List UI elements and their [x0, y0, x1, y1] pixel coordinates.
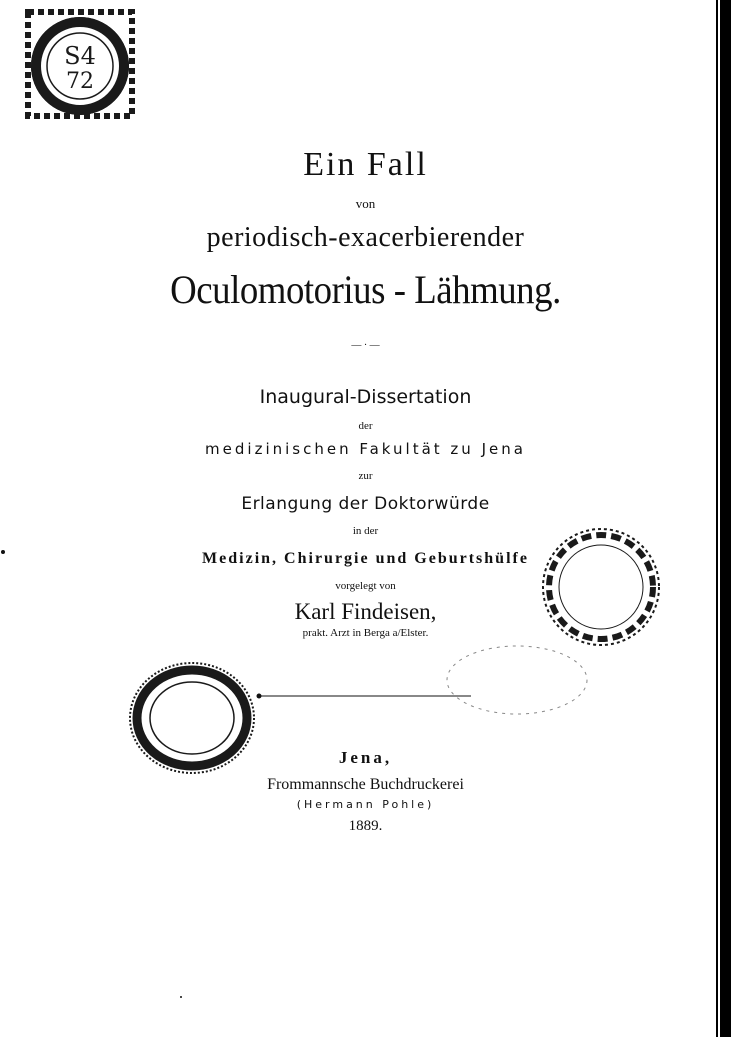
author-detail: prakt. Arzt in Berga a/Elster.	[302, 627, 429, 639]
stamp-number-top: S4	[64, 42, 96, 70]
imprint-printer: Frommannsche Buchdruckerei	[267, 776, 464, 793]
scan-speck-bottom	[180, 996, 182, 998]
imprint-year: 1889.	[348, 818, 383, 834]
faculty-line: medizinischen Fakultät zu Jena	[205, 440, 526, 458]
fields-line: Medizin, Chirurgie und Geburtshülfe	[202, 550, 529, 567]
imprint-place: Jena,	[338, 748, 393, 767]
faint-stamp-impression	[442, 640, 592, 720]
connector-vorgelegt: vorgelegt von	[335, 580, 396, 592]
author-name: Karl Findeisen,	[294, 599, 437, 624]
connector-in-der: in der	[352, 525, 379, 537]
connector-zur: zur	[358, 470, 373, 482]
page-title: Ein Fall	[303, 146, 428, 183]
connector-von: von	[355, 196, 376, 211]
library-stamp-middle-left	[126, 658, 262, 778]
purpose-line: Erlangung der Doktorwürde	[241, 494, 490, 514]
subtitle-line-2: Oculomotorius - Lähmung.	[170, 267, 561, 312]
library-stamp-middle-right	[536, 522, 666, 652]
library-stamp-top	[12, 4, 152, 124]
connector-der: der	[358, 420, 373, 432]
dissertation-label: Inaugural-Dissertation	[259, 386, 472, 408]
title-rule: — · —	[351, 340, 380, 351]
imprint-printer-owner: (Hermann Pohle)	[296, 798, 435, 811]
stamp-number-bottom: 72	[66, 69, 94, 94]
subtitle-line-1: periodisch-exacerbierender	[206, 222, 525, 253]
